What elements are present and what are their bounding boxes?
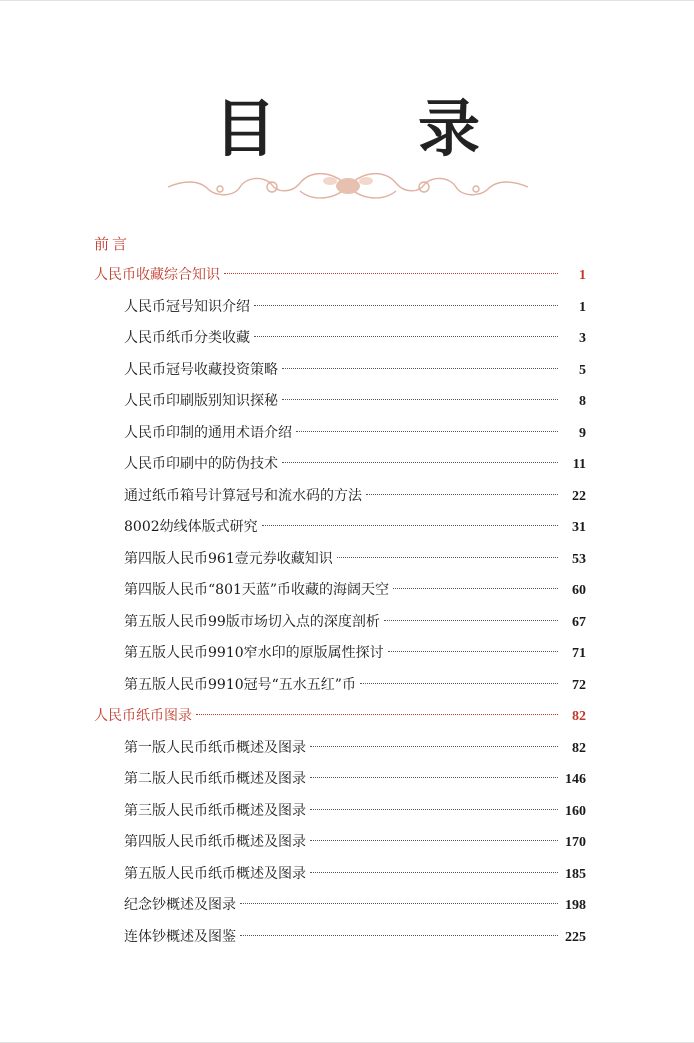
toc-item-label: 人民币印刷中的防伪技术 xyxy=(124,456,278,472)
toc-item[interactable] xyxy=(124,295,586,319)
toc-item[interactable] xyxy=(124,578,586,602)
leader-dots xyxy=(337,557,558,558)
toc-item-label: 第四版人民币“801天蓝”币收藏的海阔天空 xyxy=(124,582,390,598)
toc-item[interactable] xyxy=(124,736,586,760)
toc-page-number: 9 xyxy=(579,426,586,441)
leader-dots xyxy=(388,651,558,652)
toc-item-label: 连体钞概述及图鉴 xyxy=(124,929,236,945)
toc-page-number: 185 xyxy=(565,867,586,882)
toc-page-number: 67 xyxy=(572,615,586,630)
leader-dots xyxy=(254,305,558,306)
toc-item-label: 第四版人民币纸币概述及图录 xyxy=(124,834,306,850)
toc-item[interactable] xyxy=(124,799,586,823)
toc-item[interactable] xyxy=(124,767,586,791)
leader-dots xyxy=(310,809,558,810)
toc-page-number: 72 xyxy=(572,678,586,693)
toc-page-number: 53 xyxy=(572,552,586,567)
toc-item-label: 第五版人民币99版市场切入点的深度剖析 xyxy=(124,614,380,630)
toc-page-number: 1 xyxy=(579,300,586,315)
toc-section-label: 人民币收藏综合知识 xyxy=(94,267,220,283)
leader-dots xyxy=(310,840,558,841)
toc-item-label: 第五版人民币纸币概述及图录 xyxy=(124,866,306,882)
leader-dots xyxy=(240,935,558,936)
toc-page-number: 3 xyxy=(579,331,586,346)
toc-item[interactable] xyxy=(124,610,586,634)
ornament-divider xyxy=(160,167,536,205)
toc-page-number: 225 xyxy=(565,930,586,945)
toc-item[interactable] xyxy=(124,925,586,949)
toc-item[interactable] xyxy=(124,862,586,886)
toc-item[interactable] xyxy=(124,484,586,508)
preface-label: 前言 xyxy=(94,235,131,253)
toc-page-number: 8 xyxy=(579,394,586,409)
toc-section[interactable] xyxy=(94,263,586,287)
toc-item-label: 纪念钞概述及图录 xyxy=(124,897,236,913)
toc-item-label: 第四版人民币961壹元券收藏知识 xyxy=(124,551,333,567)
toc-item-label: 8002幼线体版式研究 xyxy=(124,519,258,535)
toc-item-label: 人民币印刷版别知识探秘 xyxy=(124,393,278,409)
leader-dots xyxy=(384,620,558,621)
toc-page-number: 146 xyxy=(565,772,586,787)
toc-item[interactable] xyxy=(124,389,586,413)
toc-page-number: 82 xyxy=(572,709,586,724)
toc-item[interactable] xyxy=(124,358,586,382)
toc-item-label: 第五版人民币9910冠号“五水五红”币 xyxy=(124,677,356,693)
toc-page-number: 170 xyxy=(565,835,586,850)
toc-page-number: 160 xyxy=(565,804,586,819)
toc-page-number: 5 xyxy=(579,363,586,378)
toc-page-number: 198 xyxy=(565,898,586,913)
toc-item[interactable] xyxy=(124,830,586,854)
toc-item[interactable] xyxy=(124,515,586,539)
page-title: 目 录 xyxy=(213,92,520,165)
toc-page-number: 82 xyxy=(572,741,586,756)
toc-page-number: 1 xyxy=(579,268,586,283)
toc-item[interactable] xyxy=(124,673,586,697)
leader-dots xyxy=(360,683,558,684)
leader-dots xyxy=(254,336,558,337)
toc-page-number: 11 xyxy=(572,457,586,472)
leader-dots xyxy=(310,777,558,778)
leader-dots xyxy=(310,746,558,747)
leader-dots xyxy=(224,273,558,274)
leader-dots xyxy=(282,368,558,369)
leader-dots xyxy=(240,903,558,904)
toc-item[interactable] xyxy=(124,547,586,571)
toc-item[interactable] xyxy=(124,641,586,665)
toc-item-label: 通过纸币箱号计算冠号和流水码的方法 xyxy=(124,488,362,504)
leader-dots xyxy=(262,525,558,526)
toc-item-label: 第三版人民币纸币概述及图录 xyxy=(124,803,306,819)
toc-section-label: 人民币纸币图录 xyxy=(94,708,192,724)
toc-item-label: 人民币纸币分类收藏 xyxy=(124,330,250,346)
toc-section[interactable] xyxy=(94,704,586,728)
toc-item[interactable] xyxy=(124,893,586,917)
toc-item[interactable] xyxy=(124,421,586,445)
leader-dots xyxy=(282,462,558,463)
toc-item-label: 人民币冠号知识介绍 xyxy=(124,299,250,315)
leader-dots xyxy=(296,431,558,432)
leader-dots xyxy=(310,872,558,873)
toc-page-number: 60 xyxy=(572,583,586,598)
leader-dots xyxy=(196,714,558,715)
toc-item-label: 人民币印制的通用术语介绍 xyxy=(124,425,292,441)
leader-dots xyxy=(282,399,558,400)
toc-item-label: 人民币冠号收藏投资策略 xyxy=(124,362,278,378)
toc-item-label: 第二版人民币纸币概述及图录 xyxy=(124,771,306,787)
toc-item-label: 第一版人民币纸币概述及图录 xyxy=(124,740,306,756)
leader-dots xyxy=(393,588,558,589)
toc-page-number: 22 xyxy=(572,489,586,504)
toc-page-number: 71 xyxy=(572,646,586,661)
toc-item[interactable] xyxy=(124,452,586,476)
toc-item[interactable] xyxy=(124,326,586,350)
toc-item-label: 第五版人民币9910窄水印的原版属性探讨 xyxy=(124,645,384,661)
leader-dots xyxy=(366,494,558,495)
toc-page-number: 31 xyxy=(572,520,586,535)
